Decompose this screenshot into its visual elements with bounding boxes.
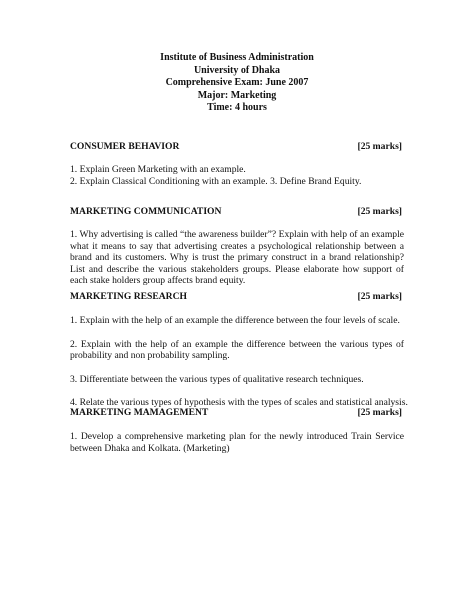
institute-name: Institute of Business Administration	[160, 52, 314, 63]
section-title: MARKETING MAMAGEMENT	[70, 407, 209, 418]
section-consumer-behavior	[70, 141, 404, 187]
section-heading	[70, 206, 404, 218]
section-heading	[70, 141, 404, 153]
section-marketing-research	[70, 291, 408, 409]
exam-title: Comprehensive Exam: June 2007	[165, 77, 309, 89]
question-item: 2. Explain Classical Conditioning with an example. 3. Define Brand Equity.	[70, 175, 362, 187]
question-item: 3. Differentiate between the various types of qualitative research techniques.	[70, 373, 364, 385]
exam-major: Major: Marketing	[197, 89, 277, 101]
section-title: CONSUMER BEHAVIOR	[70, 141, 180, 152]
question-item: 4. Relate the various types of hypothesis with the types of scales and statistical analysis.	[70, 397, 408, 409]
section-heading	[70, 407, 404, 419]
section-marks: [25 marks]	[357, 291, 402, 302]
section-marketing-management	[70, 407, 404, 454]
question-item: 1. Explain with the help of an example the difference between the four levels of scale.	[70, 315, 400, 326]
section-heading	[70, 291, 404, 303]
question-item: 1. Develop a comprehensive marketing plan for the newly introduced Train Service between Dhaka and Kolkata. (Marketing)	[70, 431, 404, 454]
section-marks: [25 marks]	[357, 141, 402, 152]
section-marketing-communication	[70, 206, 404, 287]
exam-time: Time: 4 hours	[207, 102, 267, 114]
question-item: 1. Why advertising is called “the awareness builder”? Explain with help of an example what it means to say that advertising creates a psychological relationship between a brand and its customers. Why is trust the primary construct in a brand relationship? List and describe the various stakeholders groups. Please elaborate how support of each stake holders group affects brand equity.	[70, 229, 404, 287]
question-item: 1. Explain Green Marketing with an example.	[70, 164, 246, 175]
section-title: MARKETING RESEARCH	[70, 291, 188, 302]
question-item: 2. Explain with the help of an example the difference between the various types of probability and non probability sampling.	[70, 338, 404, 362]
section-marks: [25 marks]	[357, 206, 402, 217]
section-marks: [25 marks]	[357, 407, 402, 418]
university-name: University of Dhaka	[193, 64, 281, 76]
section-title: MARKETING COMMUNICATION	[70, 206, 222, 217]
exam-header	[0, 52, 474, 115]
